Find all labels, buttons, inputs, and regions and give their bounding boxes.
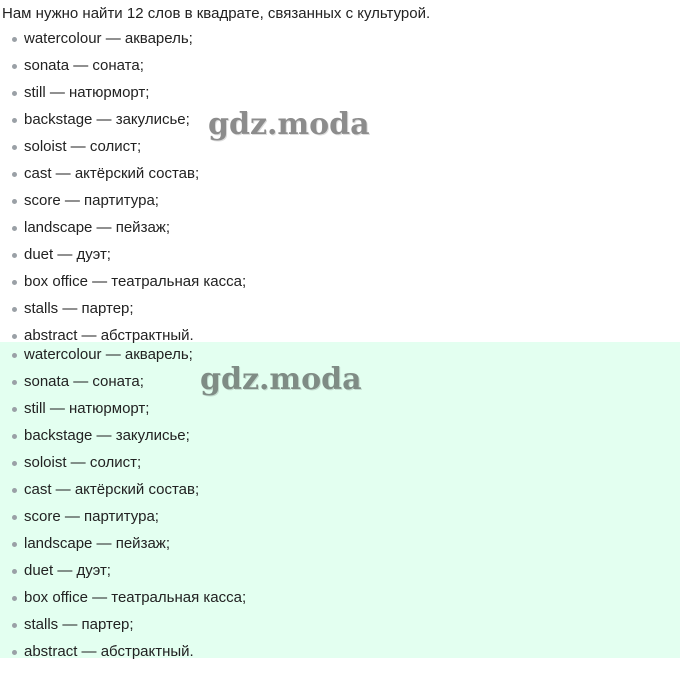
bullet-icon xyxy=(12,280,17,285)
list-item xyxy=(0,503,246,530)
list-item-text: box office — театральная касса; xyxy=(24,273,247,290)
list-item-text: score — партитура; xyxy=(24,508,159,525)
list-item xyxy=(0,268,246,295)
list-item-text: still — натюрморт; xyxy=(24,400,150,417)
list-item-text: box office — театральная касса; xyxy=(24,589,247,606)
list-item-text: cast — актёрский состав; xyxy=(24,481,200,498)
list-item xyxy=(0,557,246,584)
list-item-text: landscape — пейзаж; xyxy=(24,219,170,236)
list-item xyxy=(0,422,246,449)
list-item xyxy=(0,160,246,187)
list-item-text: sonata — соната; xyxy=(24,57,144,74)
list-item-text: soloist — солист; xyxy=(24,454,142,471)
list-item xyxy=(0,241,246,268)
list-item-text: cast — актёрский состав; xyxy=(24,165,200,182)
list-item xyxy=(0,476,246,503)
bullet-icon xyxy=(12,118,17,123)
bullet-icon xyxy=(12,650,17,655)
list-item-text: stalls — партер; xyxy=(24,616,134,633)
bullet-icon xyxy=(12,64,17,69)
watermark-logo: gdz.moda xyxy=(200,362,362,397)
bullet-icon xyxy=(12,461,17,466)
bullet-icon xyxy=(12,253,17,258)
list-item xyxy=(0,295,246,322)
bullet-icon xyxy=(12,307,17,312)
bullet-icon xyxy=(12,596,17,601)
bullet-icon xyxy=(12,542,17,547)
bullet-icon xyxy=(12,569,17,574)
list-item-text: sonata — соната; xyxy=(24,373,144,390)
list-item xyxy=(0,79,246,106)
list-item-text: duet — дуэт; xyxy=(24,562,111,579)
watermark-logo: gdz.moda xyxy=(208,107,370,142)
bullet-icon xyxy=(12,91,17,96)
list-item xyxy=(0,584,246,611)
list-item xyxy=(0,530,246,557)
word-list-1 xyxy=(0,25,246,349)
list-item-text: soloist — солист; xyxy=(24,138,142,155)
list-item-text: still — натюрморт; xyxy=(24,84,150,101)
list-item-text: watercolour — акварель; xyxy=(24,30,193,47)
list-item xyxy=(0,611,246,638)
list-item xyxy=(0,52,246,79)
list-item xyxy=(0,638,246,665)
list-item-text: abstract — абстрактный. xyxy=(24,643,194,660)
bullet-icon xyxy=(12,434,17,439)
list-item xyxy=(0,395,246,422)
list-item xyxy=(0,187,246,214)
bullet-icon xyxy=(12,226,17,231)
bullet-icon xyxy=(12,334,17,339)
list-item-text: backstage — закулисье; xyxy=(24,111,190,128)
bullet-icon xyxy=(12,172,17,177)
bullet-icon xyxy=(12,199,17,204)
bullet-icon xyxy=(12,407,17,412)
list-item xyxy=(0,449,246,476)
bullet-icon xyxy=(12,37,17,42)
list-item-text: landscape — пейзаж; xyxy=(24,535,170,552)
intro-text: Нам нужно найти 12 слов в квадрате, связанных с культурой. xyxy=(2,5,431,22)
bullet-icon xyxy=(12,488,17,493)
list-item-text: stalls — партер; xyxy=(24,300,134,317)
list-item-text: watercolour — акварель; xyxy=(24,346,193,363)
bullet-icon xyxy=(12,623,17,628)
list-item-text: backstage — закулисье; xyxy=(24,427,190,444)
list-item xyxy=(0,214,246,241)
bullet-icon xyxy=(12,145,17,150)
bullet-icon xyxy=(12,515,17,520)
bullet-icon xyxy=(12,353,17,358)
list-item-text: duet — дуэт; xyxy=(24,246,111,263)
list-item-text: score — партитура; xyxy=(24,192,159,209)
list-item-text: abstract — абстрактный. xyxy=(24,327,194,344)
list-item xyxy=(0,25,246,52)
bullet-icon xyxy=(12,380,17,385)
